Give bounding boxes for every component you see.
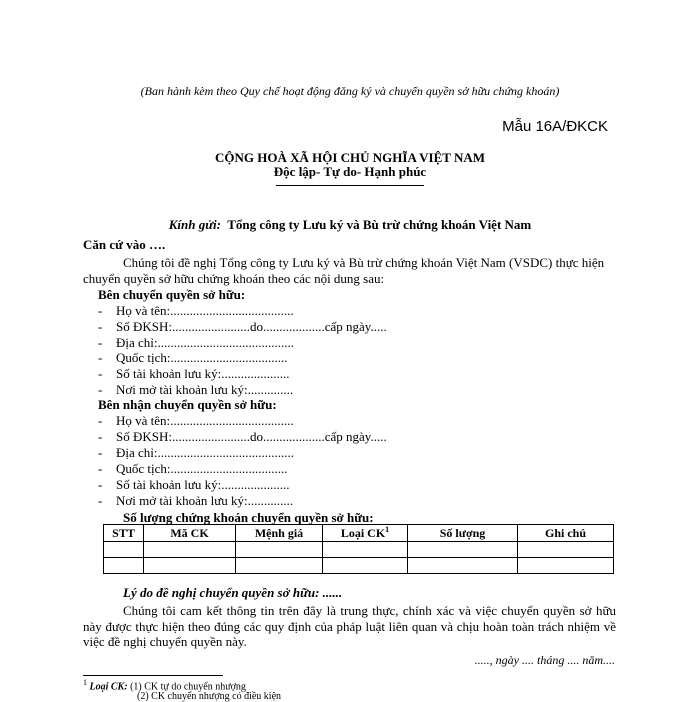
transferee-field: - Nơi mở tài khoản lưu ký:.............. (98, 493, 294, 508)
transferee-field: - Họ và tên:...................................... (98, 413, 294, 428)
transferee-field-text: Quốc tịch:.................................... (116, 461, 288, 476)
table-cell[interactable] (236, 558, 323, 574)
footnote-label: Loại CK: (89, 681, 128, 693)
transferor-field-text: Số ĐKSH:........................do...................cấp ngày..... (116, 319, 387, 334)
table-cell[interactable] (144, 542, 236, 558)
column-header-ghi-chu: Ghi chú (518, 525, 614, 542)
transferor-field-text: Số tài khoản lưu ký:..................... (116, 366, 290, 381)
national-title: CỘNG HOÀ XÃ HỘI CHỦ NGHĨA VIỆT NAM (214, 150, 486, 165)
transferee-field-text: Địa chỉ:.......................................... (116, 445, 295, 460)
transferee-field: - Số ĐKSH:........................do...................cấp ngày..... (98, 429, 387, 444)
table-header-row (104, 525, 614, 542)
table-cell[interactable] (236, 542, 323, 558)
column-header-so-luong: Số lượng (408, 525, 518, 542)
date-line: ....., ngày .... tháng .... năm.... (474, 653, 615, 667)
transferee-field-text: Số tài khoản lưu ký:..................... (116, 477, 290, 492)
transferor-field: - Họ và tên:...................................... (98, 303, 294, 318)
footnote-option-1: (1) CK tự do chuyển nhượng (130, 681, 246, 693)
table-cell[interactable] (104, 558, 144, 574)
transferor-field: - Số tài khoản lưu ký:..................... (98, 366, 290, 381)
footnote-separator (83, 675, 223, 676)
transferee-field-text: Họ và tên:...................................... (116, 413, 294, 428)
table-cell[interactable] (144, 558, 236, 574)
quantity-section-title: Số lượng chứng khoán chuyển quyền sở hữu: (123, 510, 374, 525)
table-cell[interactable] (518, 558, 614, 574)
transferor-section-title: Bên chuyển quyền sở hữu: (98, 287, 246, 302)
transferee-field: - Quốc tịch:.................................... (98, 461, 288, 476)
transferor-field: - Số ĐKSH:........................do...................cấp ngày..... (98, 319, 387, 334)
table-cell[interactable] (323, 558, 408, 574)
form-code: Mẫu 16A/ĐKCK (502, 118, 608, 135)
commitment-paragraph: Chúng tôi cam kết thông tin trên đây là trung thực, chính xác và việc chuyển quyền sở hữu này được thực hiện theo đúng các quy định của pháp luật liên quan và chịu hoàn toàn trách nhiệm về việc đề nghị chuyển quyền này. (83, 603, 616, 649)
column-header-loai-ck-label: Loại CK (340, 526, 386, 540)
footnote-option-2: (2) CK chuyển nhượng có điều kiện (137, 691, 282, 702)
national-motto: Độc lập- Tự do- Hạnh phúc (273, 164, 427, 179)
table-row (104, 558, 614, 574)
transferor-field-text: Địa chỉ:.......................................... (116, 335, 295, 350)
transfer-reason: Lý do đề nghị chuyển quyền sở hữu: ...... (123, 585, 343, 600)
transferee-field: - Địa chỉ:.......................................... (98, 445, 295, 460)
table-cell[interactable] (408, 558, 518, 574)
table-cell[interactable] (104, 542, 144, 558)
transferee-field-text: Số ĐKSH:........................do...................cấp ngày..... (116, 429, 387, 444)
regulation-preamble: (Ban hành kèm theo Quy chế hoạt động đăng ký và chuyển quyền sở hữu chứng khoán) (140, 84, 560, 98)
footnote-mark: 1 (385, 525, 390, 534)
transferee-section-title: Bên nhận chuyển quyền sở hữu: (98, 397, 277, 412)
column-header-ma-ck: Mã CK (144, 525, 236, 542)
transferor-field: - Địa chỉ:.......................................... (98, 335, 295, 350)
table-cell[interactable] (323, 542, 408, 558)
addressee-recipient: Tổng công ty Lưu ký và Bù trừ chứng khoán Việt Nam (227, 217, 532, 232)
intro-paragraph: Chúng tôi đề nghị Tổng công ty Lưu ký và Bù trừ chứng khoán Việt Nam (VSDC) thực hiện chuyển quyền sở hữu chứng khoán theo các nội dung sau: (83, 255, 605, 286)
column-header-menh-gia: Mệnh giá (236, 525, 323, 542)
securities-table (103, 524, 614, 574)
column-header-loai-ck (323, 525, 408, 542)
table-row (104, 542, 614, 558)
addressee-label: Kính gửi: (168, 217, 221, 232)
transferor-field: - Nơi mở tài khoản lưu ký:.............. (98, 382, 294, 397)
footnote-mark: 1 (83, 678, 87, 687)
transferor-field-text: Nơi mở tài khoản lưu ký:.............. (116, 382, 294, 397)
column-header-stt: STT (104, 525, 144, 542)
transferee-field-text: Nơi mở tài khoản lưu ký:.............. (116, 493, 294, 508)
legal-basis: Căn cứ vào …. (83, 237, 166, 252)
addressee-line (0, 217, 700, 233)
transferee-field: - Số tài khoản lưu ký:..................... (98, 477, 290, 492)
table-cell[interactable] (518, 542, 614, 558)
motto-underline (276, 185, 424, 186)
table-cell[interactable] (408, 542, 518, 558)
transferor-field-text: Họ và tên:...................................... (116, 303, 294, 318)
transferor-field: - Quốc tịch:.................................... (98, 350, 288, 365)
transferor-field-text: Quốc tịch:.................................... (116, 350, 288, 365)
